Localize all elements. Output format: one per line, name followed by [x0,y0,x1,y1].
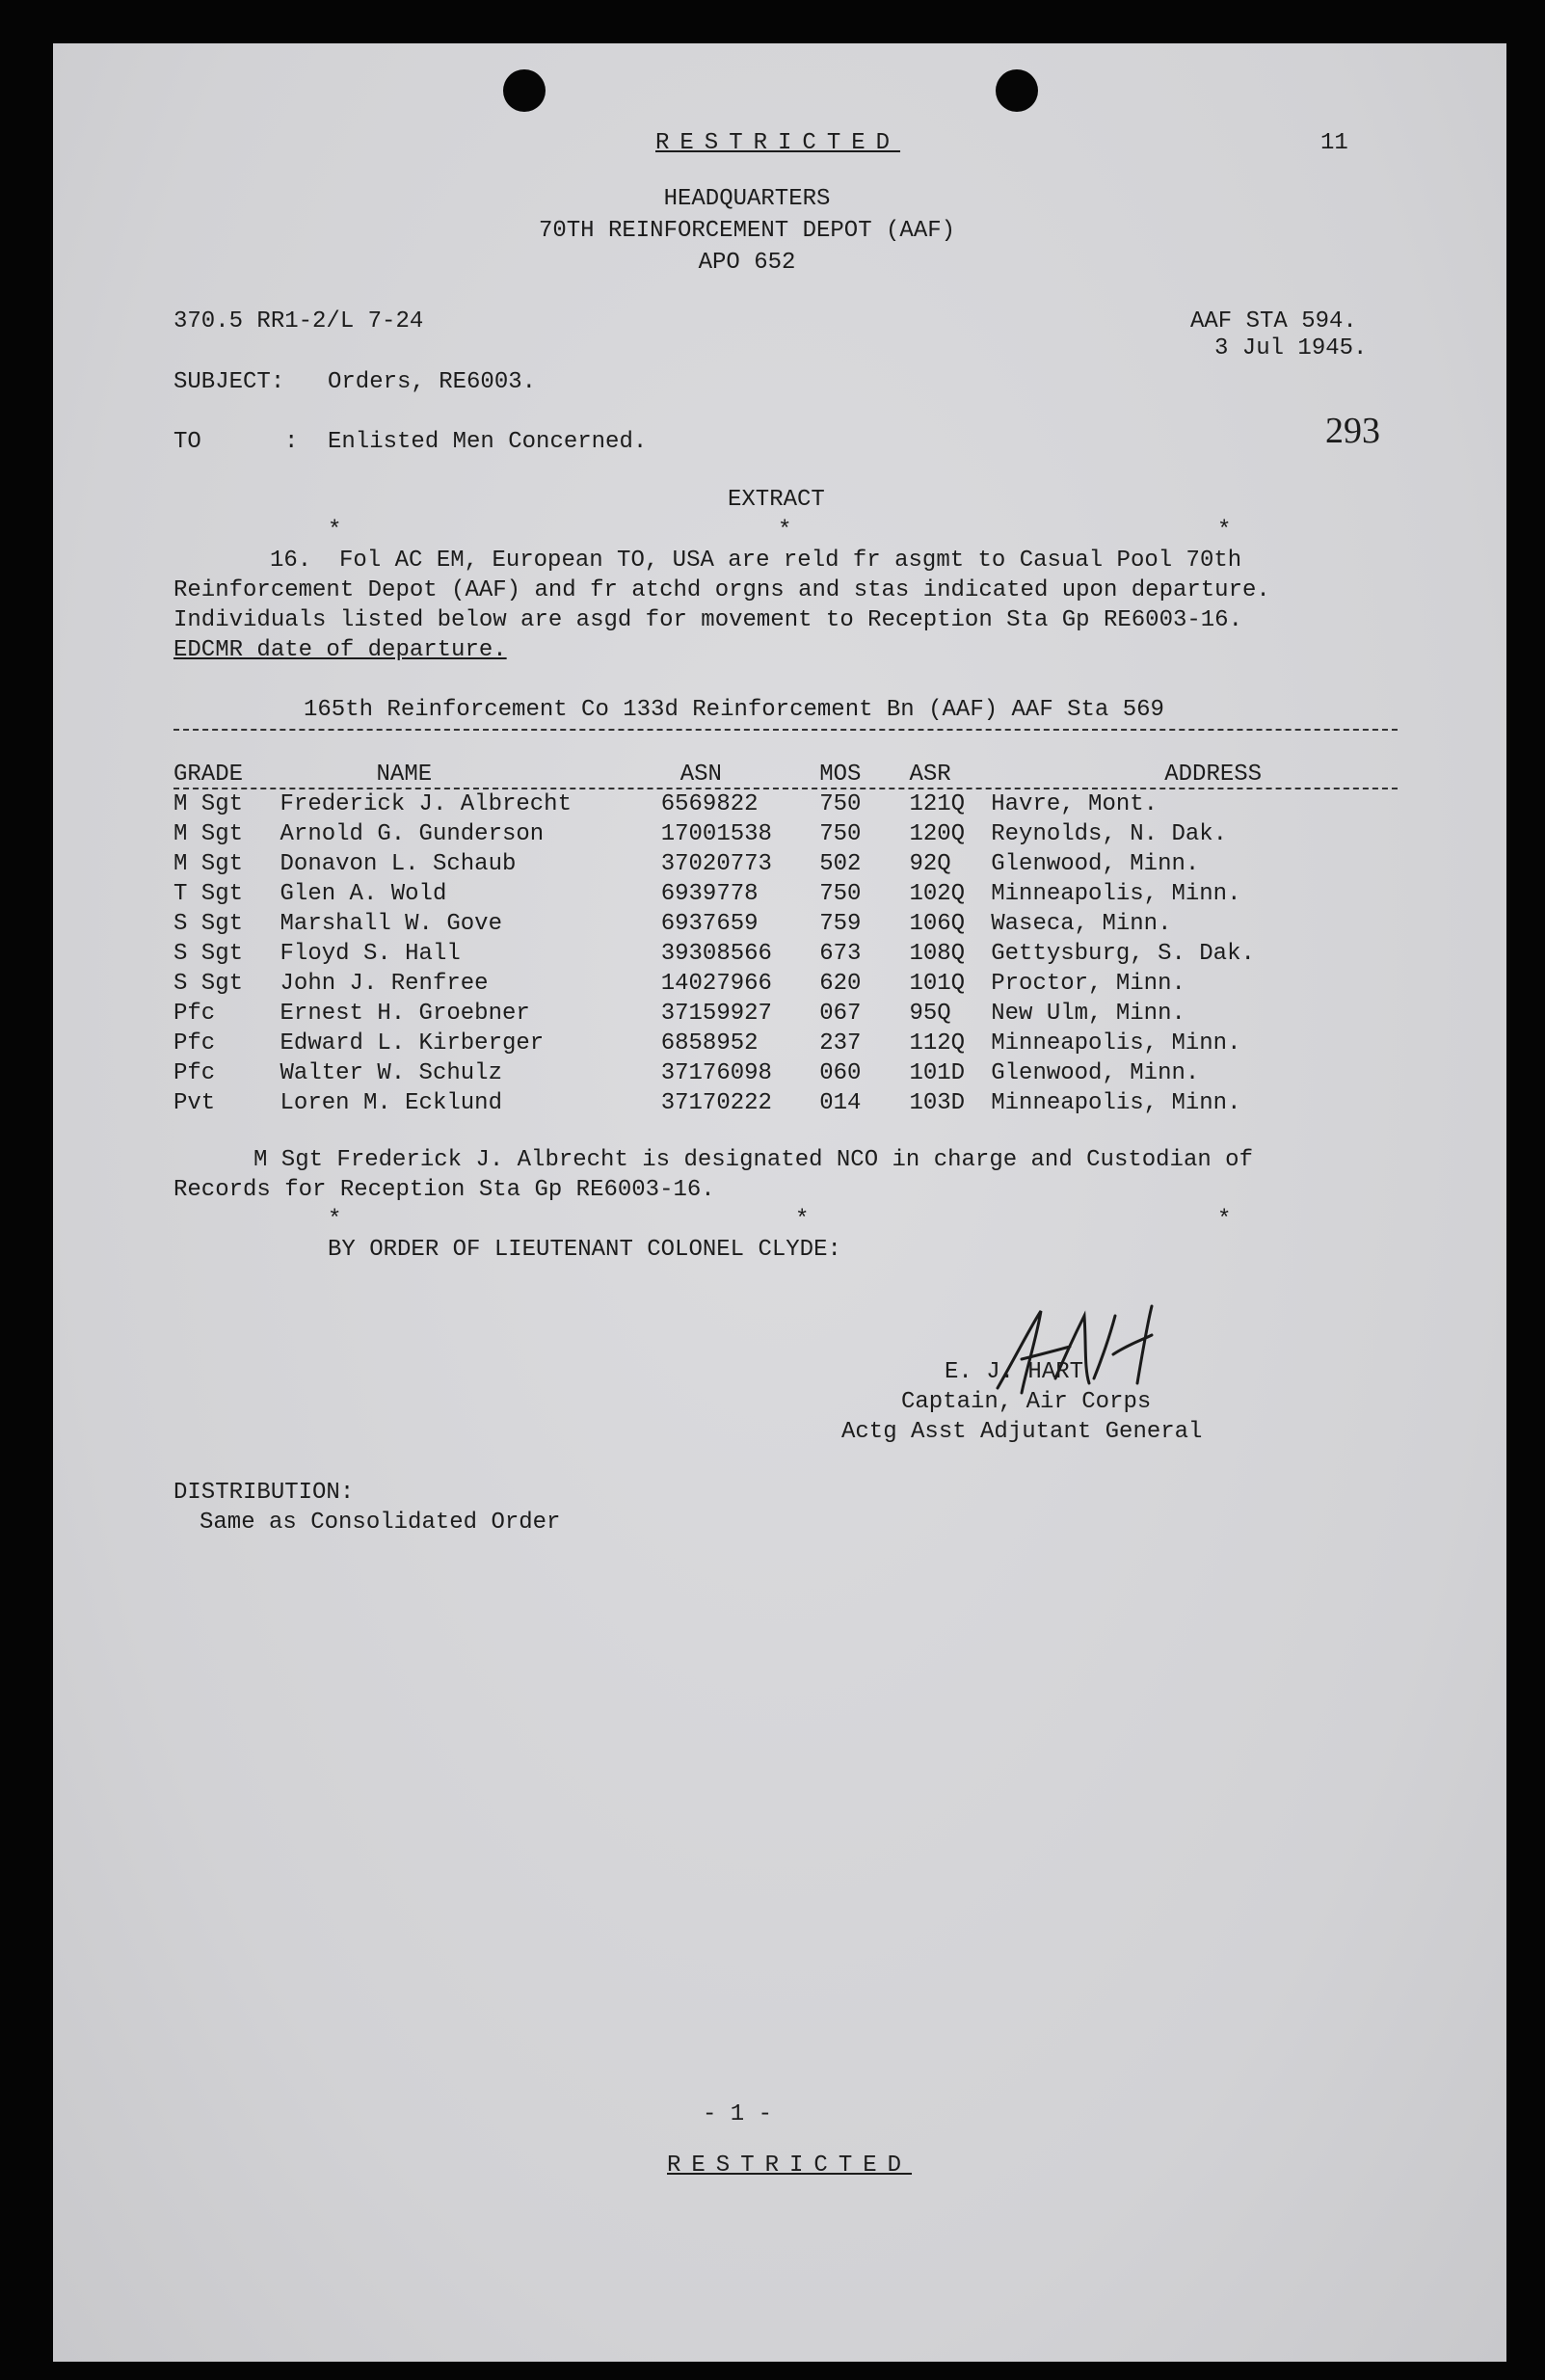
cell-asn: 37020773 [660,851,772,877]
cell-asn: 6939778 [660,881,759,907]
cell-asn: 39308566 [660,941,772,967]
table-row [173,849,1506,879]
cell-name: Donavon L. Schaub [280,851,517,877]
cell-asr: 121Q [909,791,966,817]
cell-asn: 37176098 [660,1060,772,1086]
cell-asr: 103D [909,1090,966,1116]
table-row [173,939,1506,969]
cell-grade: Pvt [173,1090,216,1116]
nco-line-2: Records for Reception Sta Gp RE6003-16. [173,1177,715,1203]
extract-label: EXTRACT [728,487,825,513]
table-row [173,999,1506,1029]
cell-name: Loren M. Ecklund [280,1090,502,1116]
cell-address: Minneapolis, Minn. [991,1030,1241,1056]
to-separator: : [284,429,299,455]
cell-mos: 067 [819,1001,862,1027]
cell-mos: 014 [819,1090,862,1116]
hq-line-1: HEADQUARTERS [663,186,831,212]
classification-top: RESTRICTED [655,130,901,156]
table-row [173,789,1506,819]
roster-header-rule [173,788,1398,789]
cell-asr: 108Q [909,941,966,967]
signatory-name: E. J. HART [945,1359,1084,1385]
table-row [173,1029,1506,1058]
cell-grade: S Sgt [173,911,244,937]
header-grade: GRADE [173,762,244,788]
order-date: 3 Jul 1945. [1214,335,1368,361]
paragraph-line-2: Reinforcement Depot (AAF) and fr atchd orgns and stas indicated upon departure. [173,577,1270,603]
cell-asn: 6569822 [660,791,759,817]
table-row [173,969,1506,999]
asterisk-5: * [795,1207,810,1233]
cell-address: New Ulm, Minn. [991,1001,1185,1027]
to-label: TO [173,429,201,455]
table-row [173,1088,1506,1118]
cell-grade: M Sgt [173,821,244,847]
distribution-value: Same as Consolidated Order [200,1510,561,1536]
classification-bottom: RESTRICTED [667,2153,913,2179]
asterisk-6: * [1217,1207,1232,1233]
station: AAF STA 594. [1190,308,1357,334]
cell-grade: T Sgt [173,881,244,907]
cell-grade: Pfc [173,1060,216,1086]
cell-mos: 750 [819,791,862,817]
cell-asn: 14027966 [660,971,772,997]
cell-asn: 37159927 [660,1001,772,1027]
header-mos: MOS [819,762,862,788]
cell-grade: S Sgt [173,941,244,967]
paragraph-line-4: EDCMR date of departure. [173,637,507,663]
cell-mos: 502 [819,851,862,877]
header-asr: ASR [909,762,951,788]
punch-hole-left [503,69,546,112]
cell-grade: Pfc [173,1001,216,1027]
asterisk-4: * [328,1207,342,1233]
signatory-title: Actg Asst Adjutant General [841,1419,1203,1445]
cell-address: Glenwood, Minn. [991,1060,1200,1086]
cell-mos: 673 [819,941,862,967]
cell-address: Proctor, Minn. [991,971,1185,997]
asterisk-2: * [778,518,792,544]
cell-asr: 106Q [909,911,966,937]
cell-mos: 060 [819,1060,862,1086]
cell-name: Marshall W. Gove [280,911,502,937]
page-number: 11 [1320,130,1348,156]
cell-grade: S Sgt [173,971,244,997]
cell-address: Gettysburg, S. Dak. [991,941,1255,967]
cell-mos: 759 [819,911,862,937]
cell-asn: 37170222 [660,1090,772,1116]
cell-asr: 102Q [909,881,966,907]
paragraph-line-3: Individuals listed below are asgd for movement to Reception Sta Gp RE6003-16. [173,607,1242,633]
cell-mos: 750 [819,821,862,847]
cell-grade: M Sgt [173,851,244,877]
cell-address: Glenwood, Minn. [991,851,1200,877]
asterisk-3: * [1217,518,1232,544]
header-name: NAME [376,762,433,788]
cell-asn: 6937659 [660,911,759,937]
cell-name: Ernest H. Groebner [280,1001,530,1027]
cell-asr: 92Q [909,851,951,877]
roster-header-row [173,760,1506,789]
cell-grade: Pfc [173,1030,216,1056]
cell-mos: 750 [819,881,862,907]
header-asn: ASN [679,762,722,788]
paragraph-line-1: 16. Fol AC EM, European TO, USA are reld fr asgmt to Casual Pool 70th [270,548,1242,574]
cell-address: Minneapolis, Minn. [991,1090,1241,1116]
cell-asr: 95Q [909,1001,951,1027]
distribution-label: DISTRIBUTION: [173,1480,355,1506]
nco-line-1: M Sgt Frederick J. Albrecht is designated NCO in charge and Custodian of [253,1147,1253,1173]
cell-name: Floyd S. Hall [280,941,461,967]
document-page [53,43,1506,2362]
page-marker: - 1 - [702,2101,772,2127]
cell-address: Reynolds, N. Dak. [991,821,1228,847]
cell-mos: 620 [819,971,862,997]
cell-asn: 17001538 [660,821,772,847]
cell-asr: 112Q [909,1030,966,1056]
stamp-number: 293 [1325,411,1380,451]
cell-asr: 120Q [909,821,966,847]
file-number: 370.5 RR1-2/L 7-24 [173,308,424,334]
subject-value: Orders, RE6003. [328,369,537,395]
cell-name: Glen A. Wold [280,881,447,907]
cell-grade: M Sgt [173,791,244,817]
signatory-rank: Captain, Air Corps [901,1389,1152,1415]
cell-name: Arnold G. Gunderson [280,821,545,847]
cell-address: Minneapolis, Minn. [991,881,1241,907]
cell-address: Havre, Mont. [991,791,1159,817]
header-address: ADDRESS [1164,762,1263,788]
cell-address: Waseca, Minn. [991,911,1172,937]
cell-asn: 6858952 [660,1030,759,1056]
table-row [173,819,1506,849]
asterisk-1: * [328,518,342,544]
roster-table [173,760,1506,1118]
to-value: Enlisted Men Concerned. [328,429,648,455]
table-row [173,879,1506,909]
table-row [173,1058,1506,1088]
cell-name: Edward L. Kirberger [280,1030,545,1056]
cell-asr: 101D [909,1060,966,1086]
by-order-line: BY ORDER OF LIEUTENANT COLONEL CLYDE: [328,1237,841,1263]
cell-name: John J. Renfree [280,971,489,997]
cell-asr: 101Q [909,971,966,997]
cell-name: Walter W. Schulz [280,1060,502,1086]
table-row [173,909,1506,939]
punch-hole-right [996,69,1038,112]
unit-heading: 165th Reinforcement Co 133d Reinforcement Bn (AAF) AAF Sta 569 [304,697,1164,723]
cell-name: Frederick J. Albrecht [280,791,572,817]
subject-label: SUBJECT: [173,369,285,395]
unit-heading-rule [173,729,1398,731]
hq-line-3: APO 652 [698,250,796,276]
hq-line-2: 70TH REINFORCEMENT DEPOT (AAF) [538,218,956,244]
cell-mos: 237 [819,1030,862,1056]
